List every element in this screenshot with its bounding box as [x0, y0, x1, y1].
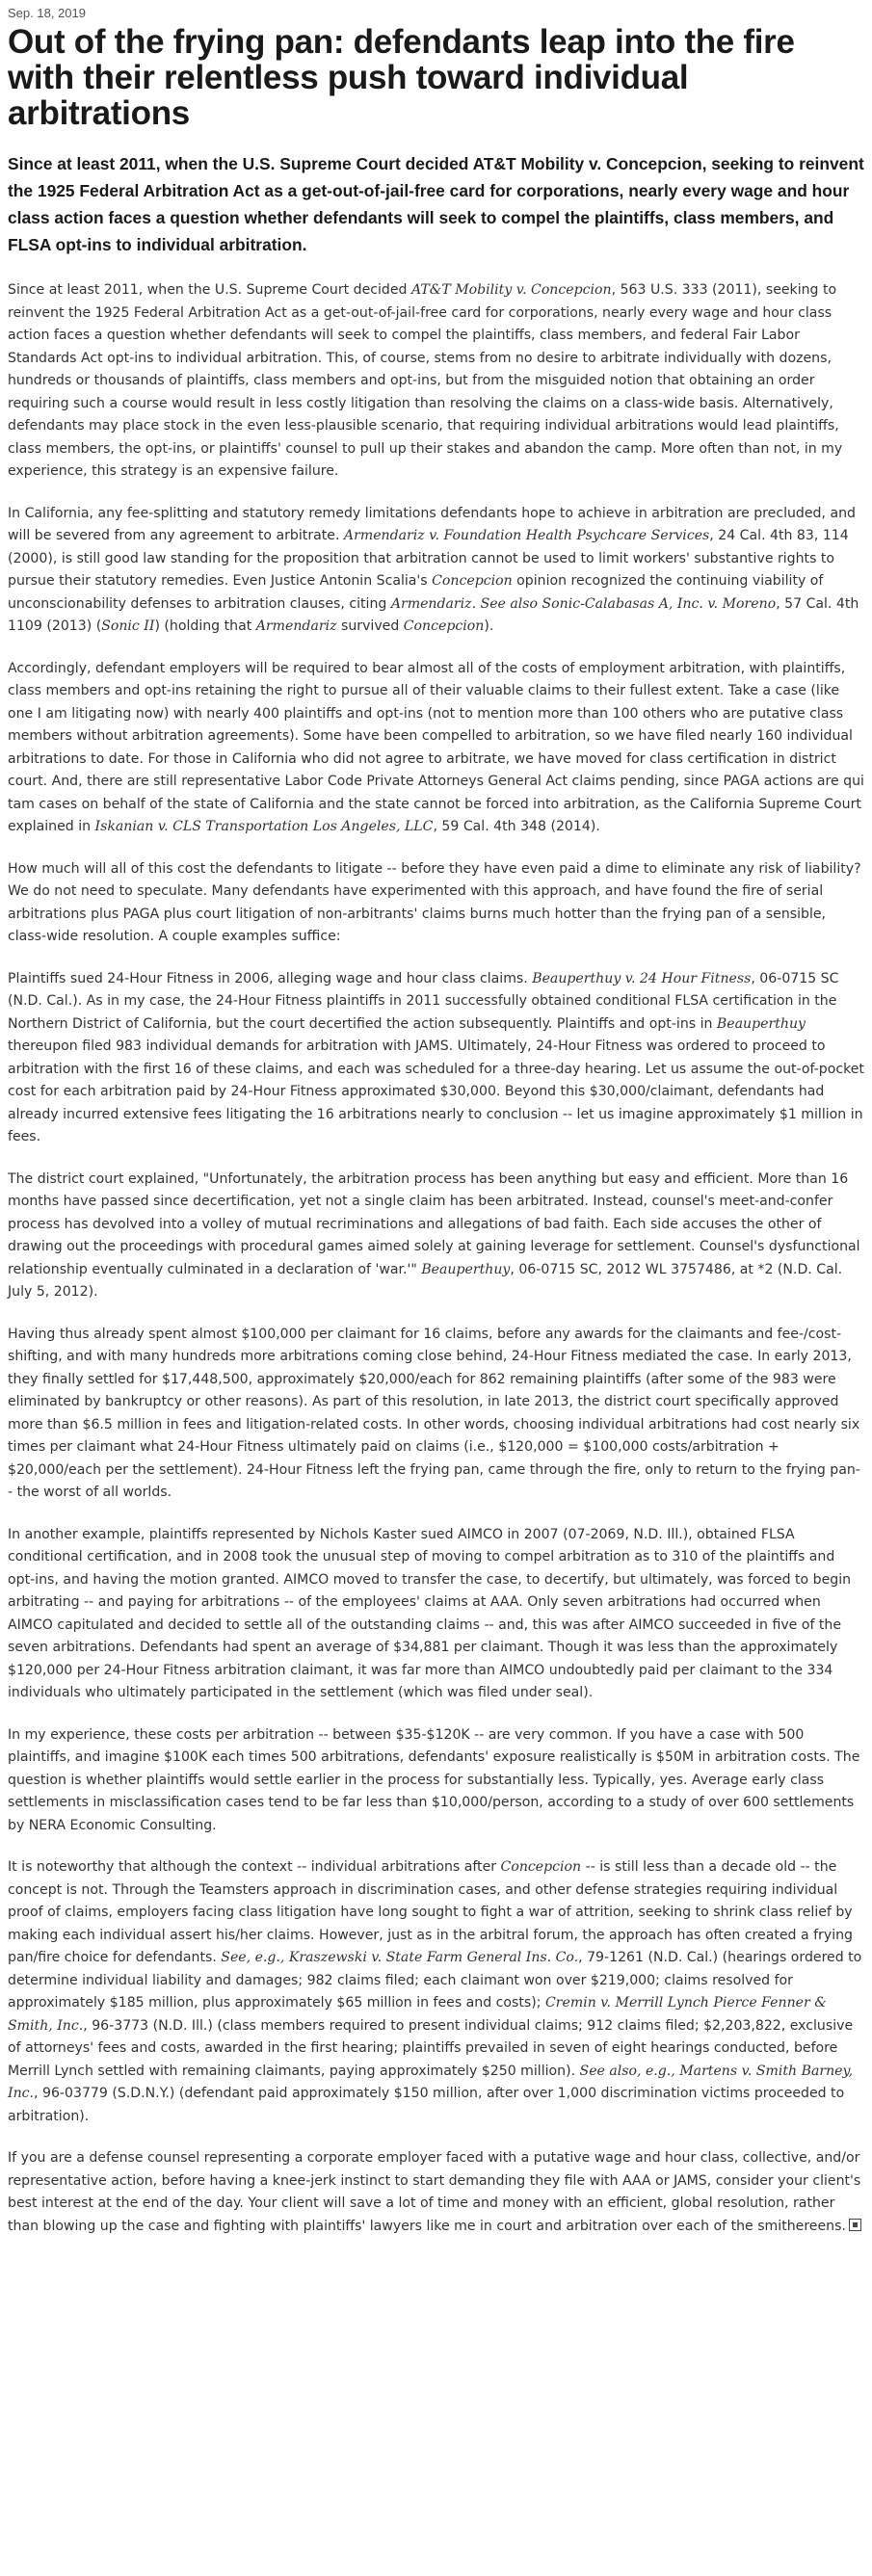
article-subtitle: Since at least 2011, when the U.S. Supreme Court decided AT&T Mobility v. Concepcion, seeking to reinvent the 1925 Federal Arbitration Act as a get-out-of-jail-free card for corporations, nearly every wage and hour class action faces a question whether defendants will seek to compel the plaintiffs, class members, and FLSA opt-ins to individual arbitration. — [8, 154, 864, 254]
paragraph-text: -- is still less than a decade old -- the concept is not. Through the Teamsters approach in discrimination cases, and other defense strategies requiring individual proof of claims, employers facing class litigation have long sought to fight a war of attrition, seeking to shrink class relief by making each individual assert his/her claims. However, just as in the arbitral forum, the approach has often created a frying pan/fire choice for defendants. — [8, 1859, 853, 1965]
paragraph-text: If you are a defense counsel representing a corporate employer faced with a putative wage and hour class, collective, and/or representative action, before having a knee-jerk instinct to start demanding they file with AAA or JAMS, consider your client's best interest at the end of the day. Your client will save a lot of time and money with an efficient, global resolution, rather than blowing up the case and fighting with plaintiffs' lawyers like me in court and arbitration over each of the smithereens. — [8, 2150, 861, 2234]
paragraph-text: Since at least 2011, when the U.S. Supreme Court decided — [8, 282, 411, 298]
case-citation: Beauperthuy — [716, 1015, 806, 1032]
case-citation: Concepcion — [432, 573, 513, 589]
article-paragraph — [8, 1524, 864, 1705]
paragraph-text: , 06-0715 SC, 2012 WL 3757486, at *2 (N.D. Cal. July 5, 2012). — [8, 1261, 843, 1300]
paragraph-text: The district court explained, "Unfortunately, the arbitration process has been anything but easy and efficient. More than 16 months have passed since decertification, yet not a single claim has been arbitrated. Instead, counsel's meet-and-confer process has devolved into a volley of mutual recriminations and allegations of bad faith. Each side accuses the other of drawing out the proceedings with procedural games aimed solely at gaining leverage for settlement. Counsel's dysfunctional relationship eventually culminated in a declaration of 'war.'" — [8, 1170, 860, 1277]
paragraph-text: opinion recognized the continuing viability of unconscionability defenses to arbitration clauses, citing — [8, 573, 824, 612]
article-paragraph — [8, 1724, 864, 1838]
case-citation: Concepcion — [500, 1859, 582, 1875]
paragraph-text: , 563 U.S. 333 (2011), seeking to reinvent the 1925 Federal Arbitration Act as a get-out-of-jail-free card for corporations, nearly every wage and hour class action faces a question whether defendants will seek to compel the plaintiffs, class members, and federal Fair Labor Standards Act opt-ins to individual arbitration. This, of course, stems from no desire to arbitrate individually with dozens, hundreds or thousands of plaintiffs, class members and opt-ins, but from the misguided notion that obtaining an order requiring such a course would result in less costly litigation than resolving the claims on a class-wide basis. Alternatively, defendants may place stock in the even less-plausible scenario, that requiring individual arbitrations would lead plaintiffs, class members, the opt-ins, or plaintiffs' counsel to pull up their stakes and abandon the camp. More often than not, in my experience, this strategy is an expensive failure. — [8, 282, 843, 479]
case-citation: Armendariz v. Foundation Health Psychcare Services — [343, 528, 710, 543]
paragraph-text: ) (holding that — [154, 618, 256, 634]
paragraph-text: , 96-03779 (S.D.N.Y.) (defendant paid approximately $150 million, after over 1,000 discrimination victims proceeded to arbitration). — [8, 2086, 845, 2124]
paragraph-text: ). — [484, 618, 494, 634]
case-citation: Concepcion — [403, 618, 485, 634]
end-of-article-icon — [849, 2219, 861, 2231]
paragraph-text: Plaintiffs sued 24-Hour Fitness in 2006, alleging wage and hour class claims. — [8, 970, 533, 986]
paragraph-text: thereupon filed 983 individual demands for arbitration with JAMS. Ultimately, 24-Hour Fitness was ordered to proceed to arbitration with the first 16 of these claims, and each was scheduled for a three-day hearing. Let us assume the out-of-pocket cost for each arbitration paid by 24-Hour Fitness approximated $30,000. Beyond this $30,000/claimant, defendants had already incurred extensive fees litigating the 16 arbitrations nearly to conclusion -- let us imagine approximately $1 million in fees. — [8, 1038, 864, 1144]
case-citation: Armendariz. See also Sonic-Calabasas A, Inc. v. Moreno — [390, 595, 777, 612]
article-title: Out of the frying pan: defendants leap into the fire with their relentless push toward individual arbitrations — [8, 23, 795, 132]
paragraph-text: , 24 Cal. 4th 83, 114 (2000), is still good law standing for the proposition that arbitration cannot be used to limit workers' substantive rights to pursue their statutory remedies. Even Justice Antonin Scalia's — [8, 528, 849, 589]
case-citation: See, e.g., Kraszewski v. State Farm General Ins. Co. — [221, 1950, 579, 1965]
case-citation: Iskanian v. CLS Transportation Los Angeles, LLC — [94, 819, 434, 834]
paragraph-text: In my experience, these costs per arbitration -- between $35-$120K -- are very common. If you have a case with 500 plaintiffs, and imagine $100K each times 500 arbitrations, defendants' exposure realistically is $50M in arbitration costs. The question is whether plaintiffs would settle earlier in the process for substantially less. Typically, yes. Average early class settlements in misclassification cases tend to be far less than $10,000/person, according to a study of over 600 settlements by NERA Economic Consulting. — [8, 1726, 860, 1833]
case-citation: Cremin v. Merrill Lynch Pierce Fenner & Smith, Inc. — [8, 1995, 827, 2034]
paragraph-text: , 57 Cal. 4th 1109 (2013) ( — [8, 595, 859, 634]
paragraph-text: survived — [336, 618, 404, 634]
case-citation: See also, e.g., Martens v. Smith Barney, Inc. — [8, 2063, 854, 2101]
case-citation: Sonic II — [101, 618, 155, 634]
case-citation: Beauperthuy v. 24 Hour Fitness — [532, 970, 752, 986]
article-paragraph — [8, 1324, 864, 1505]
article-paragraph — [8, 1856, 864, 2128]
paragraph-text: How much will all of this cost the defendants to litigate -- before they have even paid a dime to eliminate any risk of liability? We do not need to speculate. Many defendants have experimented with this approach, and have found the fire of serial arbitrations plus PAGA plus court litigation of non-arbitrants' claims burns much hotter than the frying pan of a sensible, class-wide resolution. A couple examples suffice: — [8, 860, 861, 944]
paragraph-text: In California, any fee-splitting and statutory remedy limitations defendants hope to achieve in arbitration are precluded, and will be severed from any agreement to arbitrate. — [8, 505, 856, 543]
article-paragraph — [8, 858, 864, 949]
article-date: Sep. 18, 2019 — [8, 6, 86, 20]
paragraph-text: , 59 Cal. 4th 348 (2014). — [433, 819, 600, 834]
paragraph-text: It is noteworthy that although the context -- individual arbitrations after — [8, 1859, 501, 1875]
article-paragraph — [8, 968, 864, 1149]
case-citation: AT&T Mobility v. Concepcion — [410, 282, 612, 298]
paragraph-text: , 06-0715 SC (N.D. Cal.). As in my case, the 24-Hour Fitness plaintiffs in 2011 successfully obtained conditional FLSA certification in the Northern District of California, but the court decertified the action subsequently. Plaintiffs and opt-ins in — [8, 970, 839, 1032]
article-paragraph — [8, 503, 864, 639]
paragraph-text: Having thus already spent almost $100,000 per claimant for 16 claims, before any awards for the claimants and fee-/cost-shifting, and with many hundreds more arbitrations coming close behind, 24-Hour Fitness mediated the case. In early 2013, they finally settled for $17,448,500, approximately $20,000/each for 862 remaining plaintiffs (after some of the 983 were eliminated by bankruptcy or other reasons). As part of this resolution, in late 2013, the district court specifically approved more than $6.5 million in fees and litigation-related costs. In other words, choosing individual arbitrations had cost nearly six times per claimant what 24-Hour Fitness ultimately paid on claims (i.e., $120,000 = $100,000 costs/arbitration + $20,000/each per the settlement). 24-Hour Fitness left the frying pan, came through the fire, only to return to the frying pan-- the worst of all worlds. — [8, 1326, 860, 1500]
paragraph-text: , 79-1261 (N.D. Cal.) (hearings ordered to determine individual liability and damages; 982 claims filed; each claimant won over $219,000; claims resolved for approximately $185 million, plus approximately $65 million in fees and costs); — [8, 1950, 862, 2011]
paragraph-text: In another example, plaintiffs represented by Nichols Kaster sued AIMCO in 2007 (07-2069, N.D. Ill.), obtained FLSA conditional certification, and in 2008 took the unusual step of moving to compel arbitration as to 310 of the plaintiffs and opt-ins, and having the motion granted. AIMCO moved to transfer the case, to decertify, but ultimately, was forced to begin arbitrating -- and paying for arbitrations -- of the employees' claims at AAA. Only seven arbitrations had occurred when AIMCO capitulated and decided to settle all of the outstanding claims -- and, this was after AIMCO succeeded in five of the seven arbitrations. Defendants had spent an average of $34,881 per claimant. Though it was less than the approximately $120,000 per 24-Hour Fitness arbitration claimant, it was far more than AIMCO undoubtedly paid per claimant to the 334 individuals who ultimately participated in the settlement (which was filed under seal). — [8, 1526, 852, 1700]
paragraph-text: , 96-3773 (N.D. Ill.) (class members required to present individual claims; 912 claims filed; $2,203,822, exclusive of attorneys' fees and costs, awarded in the first hearing; plaintiffs prevailed in seven of eight hearings conducted, before Merrill Lynch settled with remaining claimants, paying approximately $250 million). — [8, 2017, 854, 2079]
case-citation: Armendariz — [255, 618, 337, 634]
article-body — [8, 279, 864, 2238]
paragraph-text: Accordingly, defendant employers will be required to bear almost all of the costs of employment arbitration, with plaintiffs, class members and opt-ins retaining the right to pursue all of their valuable claims to their fullest extent. Take a case (like one I am litigating now) with nearly 400 plaintiffs and opt-ins (not to mention more than 100 others who are putative class members without arbitration agreements). Some have been compelled to arbitration, so we have filed nearly 160 individual arbitrations to date. For those in California who did not agree to arbitrate, we have moved for class certification in district court. And, there are still representative Labor Code Private Attorneys General Act claims pending, since PAGA actions are qui tam cases on behalf of the state of California and the state cannot be forced into arbitration, as the California Supreme Court explained in — [8, 660, 864, 834]
article-paragraph — [8, 658, 864, 839]
case-citation: Beauperthuy — [421, 1261, 511, 1277]
article-paragraph — [8, 279, 864, 484]
article-paragraph — [8, 1169, 864, 1304]
article-paragraph — [8, 2147, 864, 2238]
